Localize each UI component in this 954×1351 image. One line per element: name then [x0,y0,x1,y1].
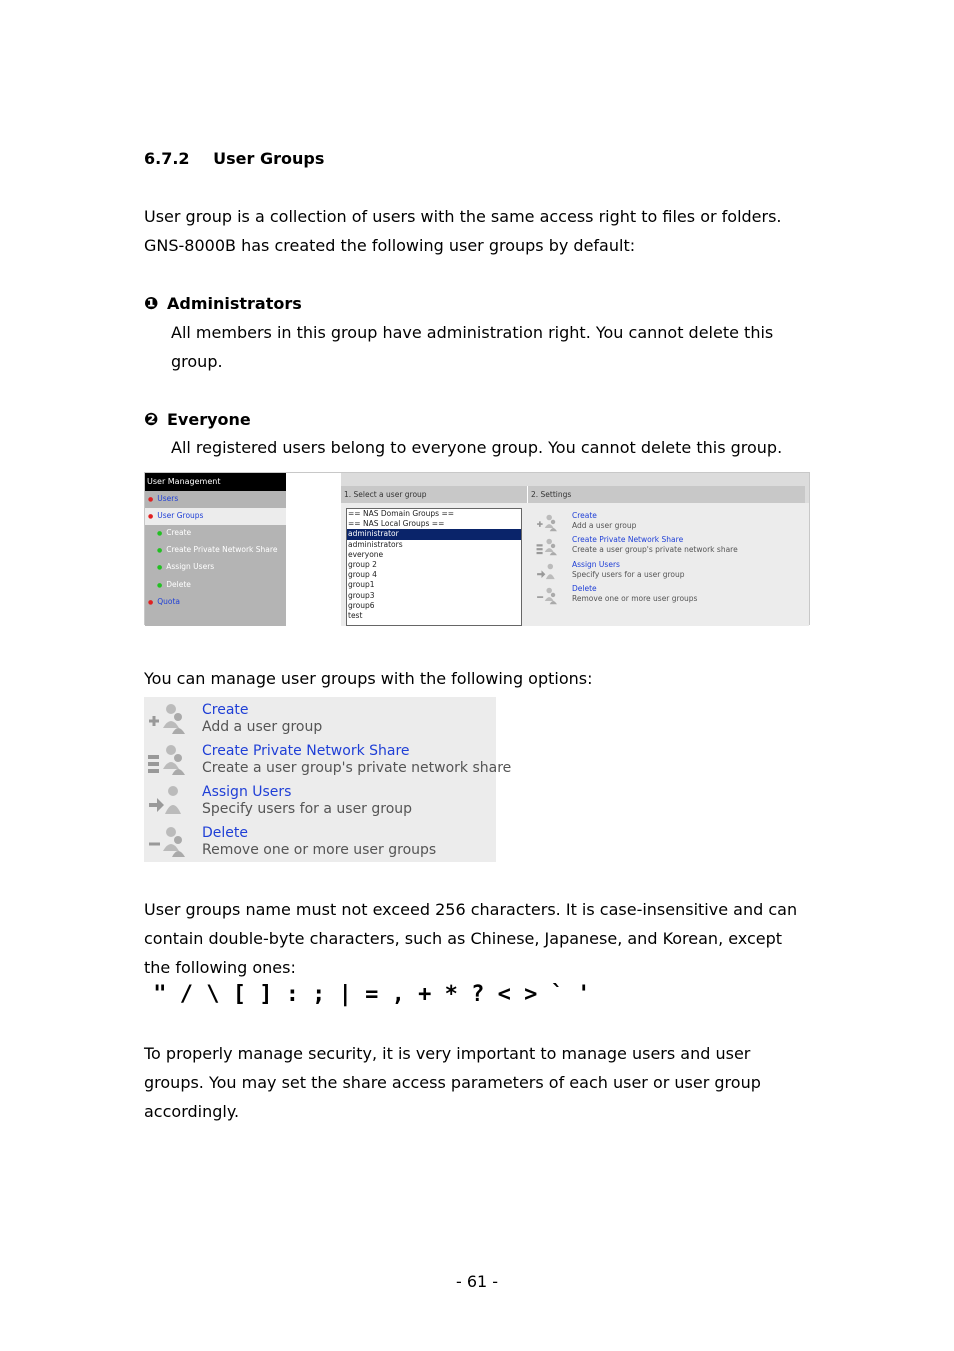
bullet-icon: ● [157,582,163,589]
option-desc: Create a user group's private network share [572,545,738,554]
group-desc-administrators [171,318,773,376]
security-note [144,1039,761,1126]
delete-group-icon [147,825,187,859]
desc-line: group. [171,352,223,371]
list-item[interactable]: == NAS Local Groups == [348,519,445,529]
naming-rules [144,895,797,982]
sidebar-title: User Management [145,473,286,491]
rules-line: User groups name must not exceed 256 characters. It is case-insensitive and can [144,900,798,919]
sidebar-item-quota[interactable] [148,596,180,609]
step-1-header: 1. Select a user group [341,486,527,503]
network-share-icon [536,537,558,557]
list-item[interactable]: group6 [348,600,375,610]
option-title: Assign Users [572,560,620,569]
group-desc-everyone [171,433,782,462]
group-listbox[interactable] [346,508,522,626]
rules-line: contain double-byte characters, such as Chinese, Japanese, and Korean, except [144,929,783,948]
option-desc: Add a user group [202,719,323,735]
sidebar [145,473,286,626]
option-create-private-network-share[interactable] [144,739,512,780]
delete-group-icon [536,586,558,606]
option-title: Create Private Network Share [202,743,410,759]
list-item[interactable]: group3 [348,590,375,600]
list-item[interactable]: == NAS Domain Groups == [348,509,455,518]
options-panel [144,697,512,862]
sidebar-item-label: User Groups [157,511,204,520]
sidebar-item-label: Users [157,494,179,503]
mini-option-create-private-network-share[interactable] [536,535,806,559]
sidebar-item-assign-users[interactable] [157,561,214,574]
assign-users-icon [147,784,187,818]
rules-line: the following ones: [144,958,296,977]
sidebar-item-users[interactable] [148,493,178,506]
list-item-selected[interactable]: administrator [347,529,521,539]
group-name: Administrators [166,294,302,313]
option-desc: Remove one or more user groups [572,594,698,603]
mini-option-delete[interactable] [536,584,806,608]
user-management-screenshot [144,472,810,625]
sidebar-item-label: Assign Users [166,562,215,571]
intro-line: GNS-8000B has created the following user groups by default: [144,236,636,255]
sidebar-item-label: Delete [166,580,191,589]
desc-line: All registered users belong to everyone group. You cannot delete this group. [171,438,783,457]
number-marker-1: ❶ [144,294,159,314]
bullet-icon: ● [157,530,163,537]
option-desc: Specify users for a user group [572,570,685,579]
bullet-icon: ● [148,496,154,503]
list-item[interactable]: group 2 [348,560,377,570]
page-number: - 61 - [455,1272,499,1291]
section-heading [144,149,324,168]
option-title: Assign Users [202,784,292,800]
section-number: 6.7.2 [144,149,190,168]
option-title: Delete [572,584,597,593]
sidebar-item-label: Create [166,528,192,537]
note-line: To properly manage security, it is very important to manage users and user [144,1044,751,1063]
settings-pane [522,503,809,626]
create-group-icon [536,513,558,533]
option-title: Delete [202,825,248,841]
list-item[interactable]: group 4 [348,570,377,580]
option-delete[interactable] [144,821,496,862]
option-desc: Specify users for a user group [202,801,413,817]
option-desc: Add a user group [572,521,637,530]
sidebar-item-user-groups[interactable] [148,510,203,523]
option-create[interactable] [144,698,496,739]
option-title: Create [202,702,249,718]
bullet-icon: ● [148,599,154,606]
group-name: Everyone [166,410,251,429]
list-item[interactable]: test [348,611,363,621]
option-assign-users[interactable] [144,780,496,821]
bullet-icon: ● [148,513,154,520]
option-title: Create [572,511,597,520]
number-marker-2: ❷ [144,410,159,430]
group-heading-administrators [144,294,302,314]
network-share-icon [147,743,187,777]
mini-option-assign-users[interactable] [536,560,806,584]
option-desc: Remove one or more user groups [202,842,437,858]
sidebar-item-create[interactable] [157,527,191,540]
options-intro: You can manage user groups with the following options: [144,669,593,688]
intro-line: User group is a collection of users with the same access right to files or folders. [144,207,782,226]
list-item[interactable]: administrators [348,539,403,549]
group-heading-everyone [144,410,251,430]
forbidden-characters: " / \ [ ] : ; | = , + * ? < > ` ' [140,982,591,1007]
list-item[interactable]: group1 [348,580,375,590]
section-title: User Groups [213,149,325,168]
sidebar-item-label: Quota [157,597,181,606]
step-2-header: 2. Settings [527,486,805,503]
desc-line: All members in this group have administration right. You cannot delete this [171,323,774,342]
option-title: Create Private Network Share [572,535,684,544]
mini-option-create[interactable] [536,511,806,535]
main-content [286,473,809,626]
assign-users-icon [536,562,558,582]
sidebar-item-delete[interactable] [157,579,191,592]
option-desc: Create a user group's private network share [202,760,512,776]
create-group-icon [147,702,187,736]
list-item[interactable]: everyone [348,549,384,559]
note-line: accordingly. [144,1102,240,1121]
bullet-icon: ● [157,547,163,554]
intro-paragraph [144,202,782,260]
sidebar-item-label: Create Private Network Share [166,545,278,554]
bullet-icon: ● [157,564,163,571]
note-line: groups. You may set the share access parameters of each user or user group [144,1073,761,1092]
sidebar-item-create-private-network-share[interactable] [157,544,277,557]
